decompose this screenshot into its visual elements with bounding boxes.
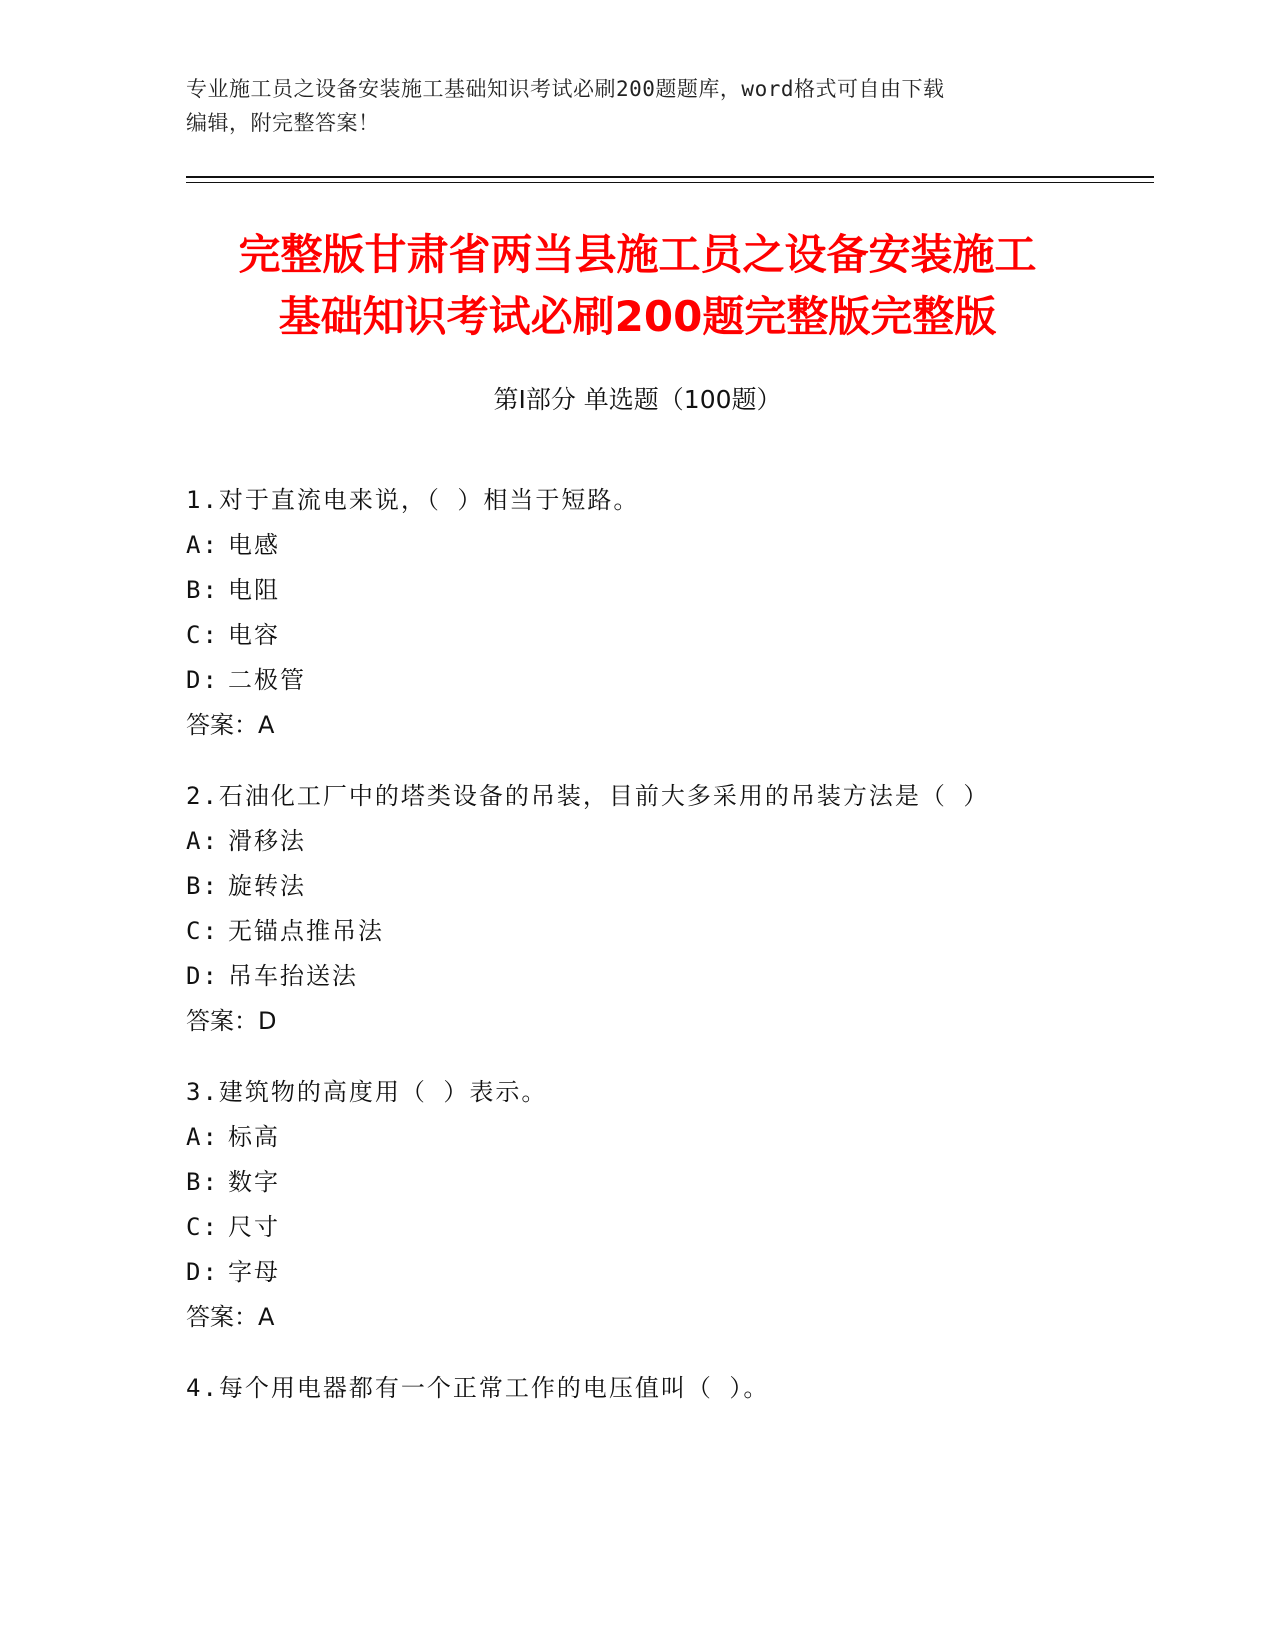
question-item xyxy=(186,1366,1126,1411)
question-stem: 1.对于直流电来说，（ ）相当于短路。 xyxy=(186,486,640,514)
answer-label: 答案： xyxy=(186,1303,258,1331)
question-item xyxy=(186,774,1126,1044)
option-d xyxy=(186,954,1126,999)
option-d xyxy=(186,1250,1126,1295)
option-text: 旋转法 xyxy=(228,872,306,900)
question-item xyxy=(186,1070,1126,1340)
answer-line xyxy=(186,1295,1126,1340)
header-note-line-1: 专业施工员之设备安装施工基础知识考试必刷200题题库，word格式可自由下载 xyxy=(186,77,945,101)
answer-value: A xyxy=(258,711,275,739)
question-stem: 4.每个用电器都有一个正常工作的电压值叫（ ）。 xyxy=(186,1374,770,1402)
option-a xyxy=(186,523,1126,568)
header-note-line-2: 编辑，附完整答案！ xyxy=(186,111,380,135)
option-letter: B: xyxy=(186,1168,219,1196)
option-letter: A: xyxy=(186,827,219,855)
option-b xyxy=(186,568,1126,613)
option-letter: D: xyxy=(186,1258,219,1286)
header-divider-thick xyxy=(186,176,1154,178)
option-letter: D: xyxy=(186,666,219,694)
document-title-line-2: 基础知识考试必刷200题完整版完整版 xyxy=(278,292,997,341)
option-letter: C: xyxy=(186,621,219,649)
option-a xyxy=(186,1115,1126,1160)
option-letter: A: xyxy=(186,1123,219,1151)
option-letter: B: xyxy=(186,872,219,900)
answer-label: 答案： xyxy=(186,1007,258,1035)
option-text: 标高 xyxy=(228,1123,280,1151)
question-stem: 3.建筑物的高度用（ ）表示。 xyxy=(186,1078,548,1106)
option-letter: B: xyxy=(186,576,219,604)
option-text: 电容 xyxy=(228,621,280,649)
option-letter: D: xyxy=(186,962,219,990)
question-stem: 2.石油化工厂中的塔类设备的吊装，目前大多采用的吊装方法是（ ） xyxy=(186,782,990,810)
option-text: 数字 xyxy=(228,1168,280,1196)
option-text: 尺寸 xyxy=(228,1213,280,1241)
document-title-line-1: 完整版甘肃省两当县施工员之设备安装施工 xyxy=(238,230,1037,279)
answer-label: 答案： xyxy=(186,711,258,739)
answer-line xyxy=(186,999,1126,1044)
header-divider-thin xyxy=(186,182,1154,183)
question-item xyxy=(186,478,1126,748)
section-title: 第Ⅰ部分 单选题（100题） xyxy=(493,385,782,414)
option-b xyxy=(186,864,1126,909)
option-letter: A: xyxy=(186,531,219,559)
option-c xyxy=(186,613,1126,658)
option-text: 电阻 xyxy=(228,576,280,604)
option-c xyxy=(186,909,1126,954)
header-note xyxy=(186,72,1086,140)
question-list xyxy=(186,478,1126,1437)
document-title xyxy=(150,224,1125,348)
option-letter: C: xyxy=(186,917,219,945)
option-a xyxy=(186,819,1126,864)
option-text: 吊车抬送法 xyxy=(228,962,358,990)
option-letter: C: xyxy=(186,1213,219,1241)
option-d xyxy=(186,658,1126,703)
answer-line xyxy=(186,703,1126,748)
option-text: 字母 xyxy=(228,1258,280,1286)
option-text: 电感 xyxy=(228,531,280,559)
answer-value: D xyxy=(258,1007,277,1035)
option-text: 滑移法 xyxy=(228,827,306,855)
option-text: 无锚点推吊法 xyxy=(228,917,384,945)
option-c xyxy=(186,1205,1126,1250)
option-b xyxy=(186,1160,1126,1205)
answer-value: A xyxy=(258,1303,275,1331)
option-text: 二极管 xyxy=(228,666,306,694)
